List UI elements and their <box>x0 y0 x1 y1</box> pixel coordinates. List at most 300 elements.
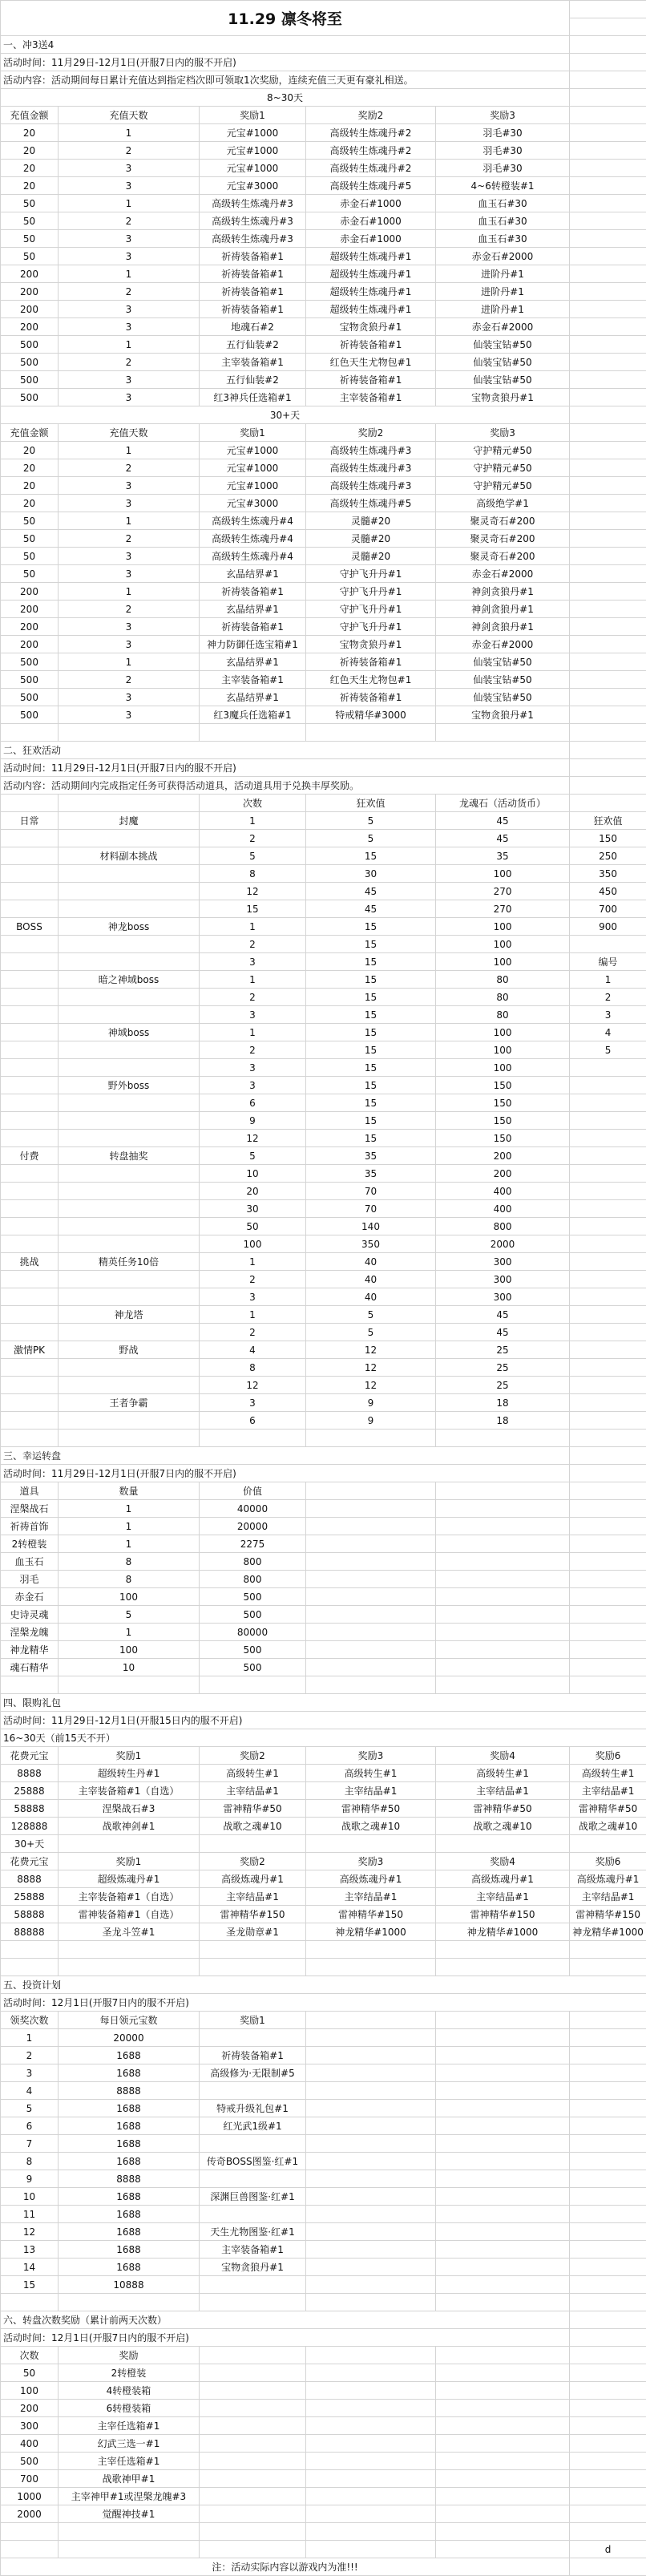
cell[interactable]: 20 <box>1 442 59 459</box>
cell[interactable]: 4 <box>1 2082 59 2100</box>
cell[interactable] <box>570 212 646 230</box>
cell[interactable]: 2 <box>200 1324 306 1341</box>
cell[interactable]: 1688 <box>59 2206 200 2223</box>
cell[interactable] <box>570 1059 646 1077</box>
cell[interactable]: 祈祷装备箱#1 <box>200 583 306 601</box>
cell[interactable] <box>436 724 570 742</box>
cell[interactable]: 10 <box>1 2188 59 2206</box>
cell[interactable]: 赤金石#2000 <box>436 318 570 336</box>
cell[interactable]: 8 <box>59 1571 200 1588</box>
cell[interactable] <box>436 2188 570 2206</box>
cell[interactable]: 雷神精华#150 <box>200 1906 306 1923</box>
cell[interactable] <box>570 1200 646 1218</box>
cell[interactable]: 高级转生#1 <box>570 1765 646 1782</box>
cell[interactable] <box>59 1130 200 1147</box>
cell[interactable]: 高级炼魂丹#1 <box>306 1870 436 1888</box>
cell[interactable] <box>306 1624 436 1641</box>
cell[interactable]: 涅槃战石 <box>1 1500 59 1518</box>
cell[interactable]: 超级转生炼魂丹#1 <box>306 301 436 318</box>
cell[interactable] <box>436 1624 570 1641</box>
cell[interactable] <box>570 2082 646 2100</box>
cell[interactable]: 守护精元#50 <box>436 442 570 459</box>
cell[interactable]: 20000 <box>200 1518 306 1535</box>
cell[interactable] <box>59 1006 200 1024</box>
cell[interactable] <box>570 2558 646 2576</box>
cell[interactable] <box>436 2541 570 2558</box>
cell[interactable]: 2 <box>59 142 200 160</box>
cell[interactable] <box>200 2029 306 2047</box>
cell[interactable]: 血玉石#30 <box>436 230 570 248</box>
cell[interactable]: 奖励1 <box>59 1853 200 1870</box>
section-text[interactable]: 四、限购礼包 <box>1 1694 646 1712</box>
cell[interactable] <box>570 89 646 107</box>
cell[interactable]: 元宝#1000 <box>200 160 306 177</box>
cell[interactable]: 200 <box>1 583 59 601</box>
cell[interactable]: 2275 <box>200 1535 306 1553</box>
cell[interactable] <box>570 36 646 54</box>
cell[interactable]: 3 <box>59 636 200 653</box>
cell[interactable]: 700 <box>570 900 646 918</box>
cell[interactable]: 500 <box>1 706 59 724</box>
cell[interactable] <box>1 1676 59 1694</box>
cell[interactable]: 血玉石#30 <box>436 195 570 212</box>
cell[interactable] <box>570 142 646 160</box>
cell[interactable] <box>570 1412 646 1430</box>
cell[interactable]: 1 <box>59 265 200 283</box>
cell[interactable] <box>570 442 646 459</box>
cell[interactable] <box>570 283 646 301</box>
cell[interactable] <box>59 936 200 953</box>
cell[interactable]: 次数 <box>1 2347 59 2364</box>
cell[interactable]: 200 <box>1 301 59 318</box>
cell[interactable]: 玄晶结界#1 <box>200 689 306 706</box>
cell[interactable]: 地魂石#2 <box>200 318 306 336</box>
cell[interactable]: 神龙精华#1000 <box>306 1923 436 1941</box>
cell[interactable]: 主宰装备箱#1 <box>306 389 436 406</box>
cell[interactable]: 祈祷装备箱#1 <box>306 689 436 706</box>
cell[interactable]: 3 <box>59 177 200 195</box>
cell[interactable]: 3 <box>59 230 200 248</box>
cell[interactable] <box>570 1306 646 1324</box>
cell[interactable]: 450 <box>570 883 646 900</box>
cell[interactable] <box>200 2206 306 2223</box>
cell[interactable]: 元宝#1000 <box>200 477 306 495</box>
cell[interactable]: 奖励2 <box>200 1853 306 1870</box>
cell[interactable] <box>570 1500 646 1518</box>
cell[interactable]: 玄晶结界#1 <box>200 601 306 618</box>
cell[interactable]: 30 <box>200 1200 306 1218</box>
cell[interactable]: 奖励4 <box>436 1747 570 1765</box>
cell[interactable]: 5 <box>200 1147 306 1165</box>
cell[interactable] <box>200 2276 306 2294</box>
cell[interactable]: 奖励3 <box>436 424 570 442</box>
cell[interactable]: 70 <box>306 1183 436 1200</box>
cell[interactable] <box>436 1430 570 1447</box>
cell[interactable] <box>570 2029 646 2047</box>
cell[interactable]: 奖励3 <box>306 1747 436 1765</box>
cell[interactable] <box>570 318 646 336</box>
cell[interactable]: 4 <box>200 1341 306 1359</box>
cell[interactable]: 高级转生炼魂丹#4 <box>200 530 306 548</box>
cell[interactable]: 1 <box>59 336 200 354</box>
cell[interactable]: 15 <box>306 1112 436 1130</box>
cell[interactable]: 羽毛#30 <box>436 124 570 142</box>
cell[interactable] <box>306 2435 436 2453</box>
cell[interactable]: 祈祷装备箱#1 <box>200 248 306 265</box>
cell[interactable]: 80 <box>436 971 570 989</box>
cell[interactable] <box>1 1077 59 1094</box>
cell[interactable] <box>436 2523 570 2541</box>
cell[interactable] <box>306 2523 436 2541</box>
cell[interactable]: 主宰结晶#1 <box>436 1888 570 1906</box>
cell[interactable]: 神龙精华#1000 <box>570 1923 646 1941</box>
cell[interactable]: 1 <box>59 1535 200 1553</box>
cell[interactable]: 7 <box>1 2135 59 2153</box>
cell[interactable]: 封魔 <box>59 812 200 830</box>
cell[interactable]: 15 <box>306 953 436 971</box>
cell[interactable] <box>570 1235 646 1253</box>
cell[interactable] <box>436 1500 570 1518</box>
cell[interactable]: 2 <box>200 1041 306 1059</box>
cell[interactable] <box>306 2117 436 2135</box>
cell[interactable]: 1 <box>200 971 306 989</box>
cell[interactable]: 领奖次数 <box>1 2012 59 2029</box>
cell[interactable]: 元宝#1000 <box>200 142 306 160</box>
cell[interactable] <box>59 1235 200 1253</box>
cell[interactable]: 5 <box>306 1324 436 1341</box>
cell[interactable] <box>570 512 646 530</box>
cell[interactable]: 材料副本挑战 <box>59 847 200 865</box>
cell[interactable] <box>306 2188 436 2206</box>
cell[interactable]: 主宰结晶#1 <box>306 1782 436 1800</box>
cell[interactable] <box>570 265 646 283</box>
cell[interactable]: 幻武三选一#1 <box>59 2435 200 2453</box>
cell[interactable]: 五行仙装#2 <box>200 336 306 354</box>
cell[interactable]: 奖励2 <box>200 1747 306 1765</box>
cell[interactable]: 羽毛#30 <box>436 142 570 160</box>
cell[interactable] <box>306 2276 436 2294</box>
cell[interactable] <box>570 565 646 583</box>
cell[interactable]: 13 <box>1 2241 59 2259</box>
cell[interactable] <box>570 495 646 512</box>
cell[interactable]: 4转橙装箱 <box>59 2382 200 2400</box>
cell[interactable]: 20 <box>1 495 59 512</box>
cell[interactable]: 2 <box>200 830 306 847</box>
cell[interactable]: 红色天生尤物包#1 <box>306 354 436 371</box>
cell[interactable] <box>570 1606 646 1624</box>
cell[interactable]: 11 <box>1 2206 59 2223</box>
cell[interactable]: 奖励6 <box>570 1747 646 1765</box>
cell[interactable]: 5 <box>200 847 306 865</box>
cell[interactable] <box>436 1571 570 1588</box>
cell[interactable] <box>570 2241 646 2259</box>
cell[interactable]: 20 <box>1 477 59 495</box>
cell[interactable] <box>1 953 59 971</box>
cell[interactable] <box>570 2064 646 2082</box>
cell[interactable]: 玄晶结界#1 <box>200 565 306 583</box>
cell[interactable] <box>570 354 646 371</box>
cell[interactable]: 1 <box>59 512 200 530</box>
cell[interactable]: 500 <box>1 354 59 371</box>
cell[interactable]: 守护飞升丹#1 <box>306 601 436 618</box>
cell[interactable] <box>1 883 59 900</box>
cell[interactable]: 6转橙装箱 <box>59 2400 200 2417</box>
cell[interactable] <box>436 2470 570 2488</box>
section-text[interactable]: 活动时间：11月29日-12月1日(开服7日内的服不开启) <box>1 1465 570 1482</box>
cell[interactable]: 天生尤物图鉴·红#1 <box>200 2223 306 2241</box>
cell[interactable]: 350 <box>570 865 646 883</box>
cell[interactable] <box>306 1518 436 1535</box>
cell[interactable]: 宝物贪狼丹#1 <box>200 2259 306 2276</box>
cell[interactable]: 15 <box>306 1077 436 1094</box>
cell[interactable] <box>200 2382 306 2400</box>
cell[interactable]: 1 <box>200 1253 306 1271</box>
cell[interactable]: 赤金石#1000 <box>306 230 436 248</box>
cell[interactable]: 100 <box>59 1641 200 1659</box>
cell[interactable] <box>200 2417 306 2435</box>
cell[interactable] <box>570 2135 646 2153</box>
cell[interactable]: 500 <box>1 336 59 354</box>
cell[interactable]: 仙装宝钻#50 <box>436 354 570 371</box>
cell[interactable]: 6 <box>200 1412 306 1430</box>
cell[interactable]: 主宰结晶#1 <box>200 1888 306 1906</box>
cell[interactable] <box>570 2505 646 2523</box>
cell[interactable]: 血玉石#30 <box>436 212 570 230</box>
cell[interactable] <box>306 2259 436 2276</box>
cell[interactable]: 奖励3 <box>306 1853 436 1870</box>
cell[interactable]: 100 <box>200 1235 306 1253</box>
cell[interactable] <box>570 1465 646 1482</box>
cell[interactable]: 灵髓#20 <box>306 530 436 548</box>
cell[interactable]: 12 <box>306 1359 436 1377</box>
cell[interactable]: 50 <box>1 195 59 212</box>
cell[interactable] <box>570 1253 646 1271</box>
cell[interactable]: 100 <box>436 865 570 883</box>
cell[interactable] <box>1 1394 59 1412</box>
cell[interactable] <box>570 336 646 354</box>
cell[interactable] <box>570 636 646 653</box>
cell[interactable]: 10 <box>59 1659 200 1676</box>
cell[interactable]: 20 <box>1 124 59 142</box>
cell[interactable] <box>59 1200 200 1218</box>
cell[interactable] <box>59 1165 200 1183</box>
cell[interactable]: 2000 <box>1 2505 59 2523</box>
cell[interactable] <box>1 1165 59 1183</box>
cell[interactable] <box>570 1535 646 1553</box>
cell[interactable]: 充值金额 <box>1 424 59 442</box>
cell[interactable]: 500 <box>200 1606 306 1624</box>
cell[interactable]: 58888 <box>1 1800 59 1818</box>
cell[interactable] <box>200 2470 306 2488</box>
cell[interactable]: 25888 <box>1 1888 59 1906</box>
cell[interactable]: 元宝#1000 <box>200 442 306 459</box>
cell[interactable]: 狂欢值 <box>570 812 646 830</box>
cell[interactable] <box>1 847 59 865</box>
cell[interactable]: 50 <box>1 230 59 248</box>
cell[interactable]: 270 <box>436 900 570 918</box>
cell[interactable]: 15 <box>306 1059 436 1077</box>
cell[interactable]: 1 <box>570 971 646 989</box>
cell[interactable]: 15 <box>306 936 436 953</box>
cell[interactable] <box>1 2541 59 2558</box>
cell[interactable] <box>570 2311 646 2329</box>
centered-label[interactable]: 30+天 <box>1 406 570 424</box>
cell[interactable]: 100 <box>59 1588 200 1606</box>
cell[interactable] <box>1 1112 59 1130</box>
cell[interactable] <box>306 1588 436 1606</box>
cell[interactable]: 1688 <box>59 2135 200 2153</box>
cell[interactable] <box>59 724 200 742</box>
cell[interactable] <box>59 1430 200 1447</box>
cell[interactable] <box>570 548 646 565</box>
cell[interactable] <box>436 2347 570 2364</box>
cell[interactable] <box>436 1659 570 1676</box>
cell[interactable]: 祈祷装备箱#1 <box>306 371 436 389</box>
cell[interactable] <box>570 2417 646 2435</box>
cell[interactable]: 3 <box>59 548 200 565</box>
cell[interactable]: 800 <box>200 1571 306 1588</box>
cell[interactable]: 高级转生炼魂丹#5 <box>306 177 436 195</box>
cell[interactable] <box>570 618 646 636</box>
cell[interactable]: 赤金石#1000 <box>306 195 436 212</box>
cell[interactable]: 付费 <box>1 1147 59 1165</box>
cell[interactable]: 400 <box>436 1200 570 1218</box>
cell[interactable]: 聚灵奇石#200 <box>436 548 570 565</box>
cell[interactable] <box>1 989 59 1006</box>
cell[interactable]: 8888 <box>59 2082 200 2100</box>
cell[interactable] <box>570 1359 646 1377</box>
cell[interactable]: 红光武1级#1 <box>200 2117 306 2135</box>
cell[interactable]: 高级转生#1 <box>436 1765 570 1782</box>
cell[interactable]: 魂石精华 <box>1 1659 59 1676</box>
cell[interactable]: 雷神精华#150 <box>436 1906 570 1923</box>
cell[interactable]: 200 <box>1 265 59 283</box>
cell[interactable] <box>570 2276 646 2294</box>
cell[interactable] <box>570 2453 646 2470</box>
cell[interactable] <box>306 1535 436 1553</box>
cell[interactable]: 1 <box>200 1306 306 1324</box>
cell[interactable]: 2 <box>200 936 306 953</box>
cell[interactable]: 50 <box>1 248 59 265</box>
cell[interactable]: 140 <box>306 1218 436 1235</box>
cell[interactable] <box>570 2294 646 2311</box>
cell[interactable]: 灵髓#20 <box>306 512 436 530</box>
cell[interactable] <box>200 1676 306 1694</box>
cell[interactable]: 祈祷装备箱#1 <box>200 301 306 318</box>
cell[interactable]: 每日领元宝数 <box>59 2012 200 2029</box>
cell[interactable]: 主宰结晶#1 <box>436 1782 570 1800</box>
cell[interactable] <box>306 2470 436 2488</box>
cell[interactable] <box>200 2135 306 2153</box>
cell[interactable] <box>59 2541 200 2558</box>
cell[interactable] <box>436 2453 570 2470</box>
cell[interactable]: 150 <box>436 1130 570 1147</box>
cell[interactable]: 奖励 <box>59 2347 200 2364</box>
cell[interactable]: 100 <box>436 1059 570 1077</box>
cell[interactable]: 守护飞升丹#1 <box>306 583 436 601</box>
cell[interactable]: 45 <box>436 812 570 830</box>
cell[interactable]: 高级转生炼魂丹#3 <box>200 212 306 230</box>
cell[interactable]: 高级修为·无限制#5 <box>200 2064 306 2082</box>
section-text[interactable]: 五、投资计划 <box>1 1976 646 1994</box>
cell[interactable]: 2 <box>59 459 200 477</box>
cell[interactable]: 1688 <box>59 2241 200 2259</box>
cell[interactable] <box>570 248 646 265</box>
cell[interactable] <box>59 2523 200 2541</box>
cell[interactable]: 五行仙装#2 <box>200 371 306 389</box>
cell[interactable]: 100 <box>436 918 570 936</box>
cell[interactable] <box>570 2153 646 2170</box>
cell[interactable] <box>436 1518 570 1535</box>
cell[interactable]: 8 <box>59 1553 200 1571</box>
cell[interactable] <box>570 2188 646 2206</box>
cell[interactable]: 300 <box>436 1271 570 1288</box>
cell[interactable]: 500 <box>1 2453 59 2470</box>
cell[interactable]: 88888 <box>1 1923 59 1941</box>
cell[interactable] <box>436 2012 570 2029</box>
cell[interactable] <box>570 706 646 724</box>
cell[interactable]: 1 <box>59 1624 200 1641</box>
cell[interactable] <box>570 795 646 812</box>
cell[interactable]: 14 <box>1 2259 59 2276</box>
cell[interactable] <box>306 2082 436 2100</box>
cell[interactable] <box>306 2100 436 2117</box>
cell[interactable] <box>1 1130 59 1147</box>
cell[interactable] <box>59 1835 200 1853</box>
cell[interactable] <box>436 2400 570 2417</box>
cell[interactable]: 传奇BOSS图鉴·红#1 <box>200 2153 306 2170</box>
cell[interactable]: 45 <box>436 1324 570 1341</box>
cell[interactable]: 50 <box>1 565 59 583</box>
cell[interactable] <box>436 2117 570 2135</box>
section-text[interactable]: 活动内容：活动期间每日累计充值达到指定档次即可领取1次奖励，连续充值三天更有豪礼相送。 <box>1 71 570 89</box>
cell[interactable]: 1 <box>59 442 200 459</box>
cell[interactable] <box>570 1518 646 1535</box>
cell[interactable]: 500 <box>1 389 59 406</box>
cell[interactable]: 20 <box>200 1183 306 1200</box>
cell[interactable]: 1 <box>59 583 200 601</box>
cell[interactable] <box>59 1112 200 1130</box>
cell[interactable]: 超级转生丹#1 <box>59 1765 200 1782</box>
cell[interactable] <box>570 1447 646 1465</box>
cell[interactable]: 充值天数 <box>59 424 200 442</box>
cell[interactable] <box>436 1535 570 1553</box>
cell[interactable] <box>306 1482 436 1500</box>
cell[interactable]: 100 <box>436 1024 570 1041</box>
cell[interactable]: 12 <box>200 1130 306 1147</box>
cell[interactable] <box>1 1324 59 1341</box>
cell[interactable]: 编号 <box>570 953 646 971</box>
cell[interactable] <box>570 371 646 389</box>
cell[interactable]: 1 <box>59 1518 200 1535</box>
cell[interactable] <box>570 530 646 548</box>
cell[interactable]: 1688 <box>59 2064 200 2082</box>
cell[interactable]: 雷神精华#50 <box>200 1800 306 1818</box>
centered-label[interactable]: 8~30天 <box>1 89 570 107</box>
cell[interactable]: 80000 <box>200 1624 306 1641</box>
cell[interactable]: 玄晶结界#1 <box>200 653 306 671</box>
cell[interactable]: 35 <box>306 1165 436 1183</box>
cell[interactable] <box>436 2100 570 2117</box>
cell[interactable] <box>59 883 200 900</box>
cell[interactable]: 主宰装备箱#1 <box>200 671 306 689</box>
cell[interactable] <box>306 2047 436 2064</box>
cell[interactable]: 高级转生炼魂丹#3 <box>306 477 436 495</box>
cell[interactable]: 300 <box>1 2417 59 2435</box>
cell[interactable]: 涅槃战石#3 <box>59 1800 200 1818</box>
cell[interactable]: 超级转生炼魂丹#1 <box>306 265 436 283</box>
section-text[interactable]: 活动时间：12月1日(开服7日内的服不开启) <box>1 1994 646 2012</box>
